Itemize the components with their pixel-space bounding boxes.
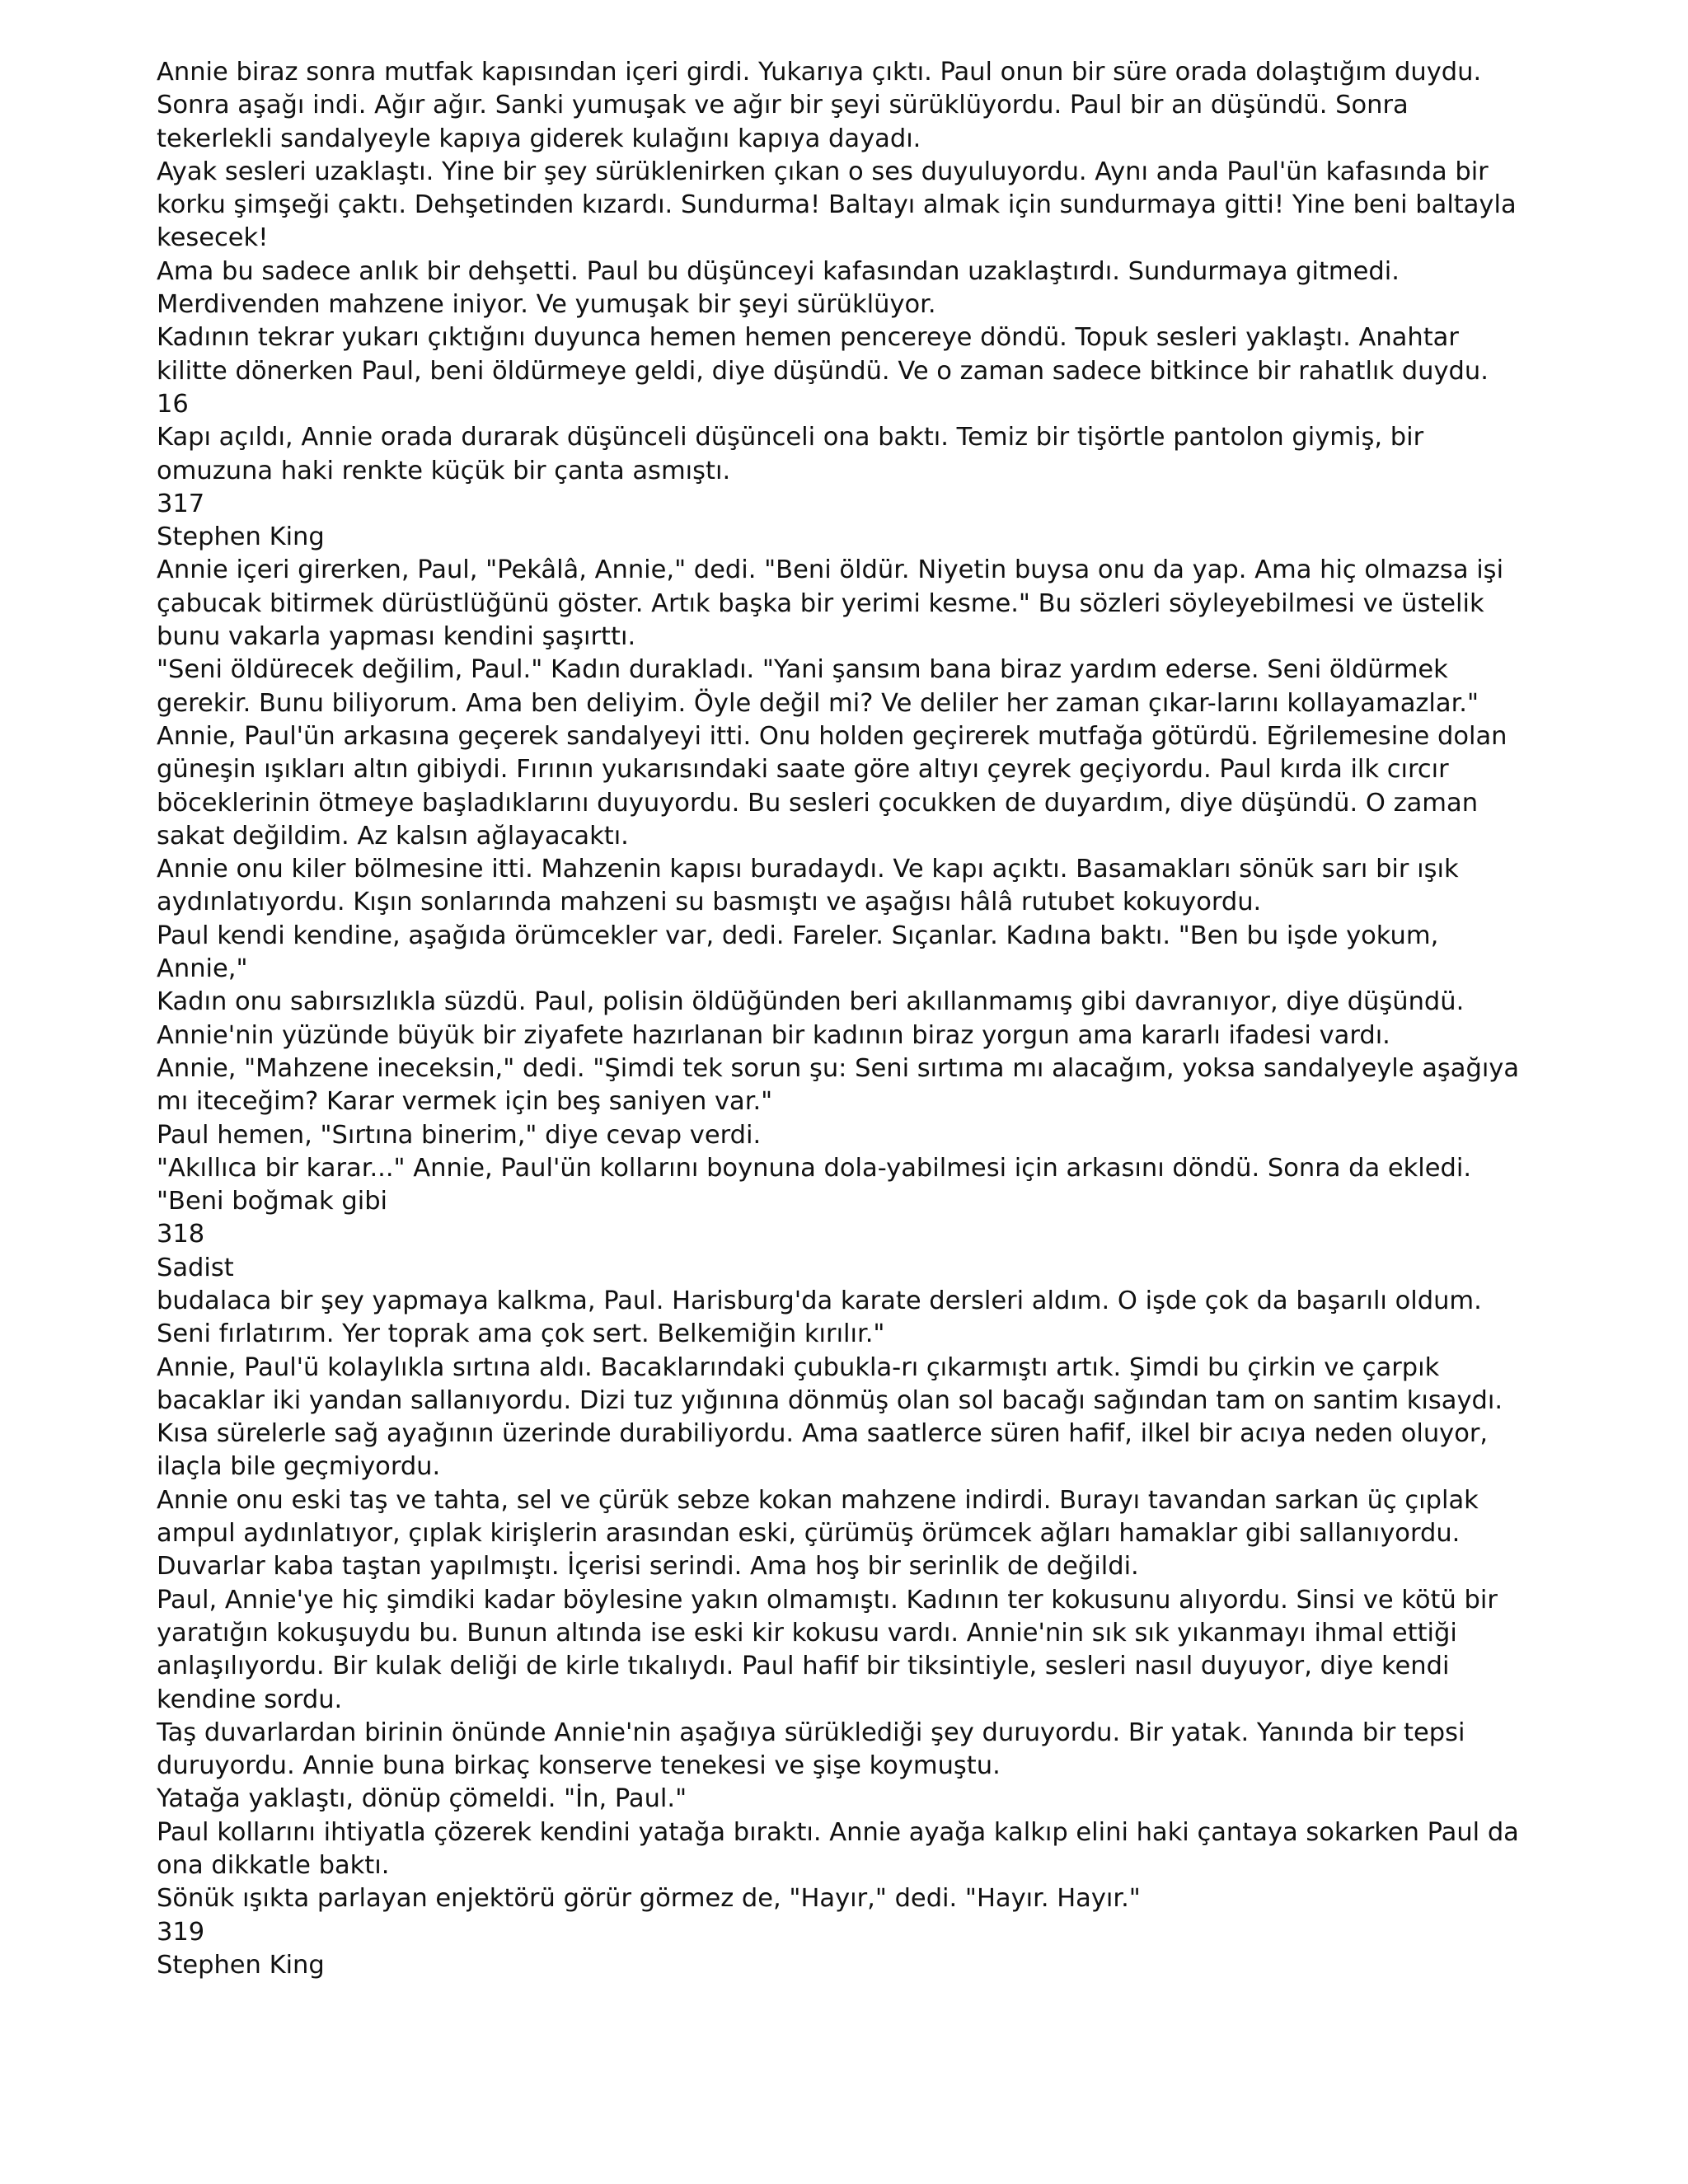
text-line: Kısa sürelerle sağ ayağının üzerinde durabiliyordu. Ama saatlerce süren hafif, ilkel bir acıya neden oluyor, (157, 1419, 1489, 1449)
text-line: Kapı açıldı, Annie orada durarak düşünceli düşünceli ona baktı. Temiz bir tişörtle pantolon giymiş, bir (157, 423, 1424, 452)
text-line: güneşin ışıkları altın gibiydi. Fırının yukarısındaki saate göre altıyı çeyrek geçiyordu. Paul kırda ilk cırcır (157, 755, 1449, 785)
text-line: mı iteceğim? Karar vermek için beş saniyen var." (157, 1087, 773, 1117)
text-line: gerekir. Bunu biliyorum. Ama ben deliyim. Öyle değil mi? Ve deliler her zaman çıkar-larını kollayamazlar." (157, 688, 1479, 718)
text-line: Sönük ışıkta parlayan enjektörü görür görmez de, "Hayır," dedi. "Hayır. Hayır." (157, 1884, 1141, 1914)
running-header: Sadist (157, 1253, 234, 1282)
text-line: Seni fırlatırım. Yer toprak ama çok sert. Belkemiğin kırılır." (157, 1319, 885, 1349)
text-line: Ayak sesleri uzaklaştı. Yine bir şey sürüklenirken çıkan o ses duyuluyordu. Aynı anda Paul'ün kafasında bir (157, 157, 1489, 186)
text-line: Kadın onu sabırsızlıkla süzdü. Paul, polisin öldüğünden beri akıllanmamış gibi davranıyor, diye düşündü. (157, 987, 1465, 1017)
text-line: korku şimşeği çaktı. Dehşetinden kızardı. Sundurma! Baltayı almak için sundurmaya gitti! Yine beni baltayla (157, 190, 1517, 220)
text-line: "Beni boğmak gibi (157, 1187, 388, 1216)
text-line: kendine sordu. (157, 1685, 343, 1714)
text-line: böceklerinin ötmeye başladıklarını duyuyordu. Bu sesleri çocukken de duyardım, diye düşündü. O zaman (157, 788, 1479, 818)
text-line: Annie, Paul'ün arkasına geçerek sandalyeyi itti. Onu holden geçirerek mutfağa götürdü. Eğrilemesine dolan (157, 721, 1507, 751)
text-line: budalaca bir şey yapmaya kalkma, Paul. Harisburg'da karate dersleri aldım. O işde çok da başarılı oldum. (157, 1286, 1482, 1315)
text-line: Kadının tekrar yukarı çıktığını duyunca hemen hemen pencereye döndü. Topuk sesleri yaklaştı. Anahtar (157, 323, 1459, 353)
text-line: Duvarlar kaba taştan yapılmıştı. İçerisi serindi. Ama hoş bir serinlik de değildi. (157, 1552, 1139, 1582)
text-line: bacaklar iki yandan sallanıyordu. Dizi tuz yığınına dönmüş olan sol bacağı sağından tam on santim kısaydı. (157, 1385, 1503, 1415)
text-line: aydınlatıyordu. Kışın sonlarında mahzeni su basmıştı ve aşağısı hâlâ rutubet kokuyordu. (157, 888, 1262, 917)
text-line: duruyordu. Annie buna birkaç konserve tenekesi ve şişe koymuştu. (157, 1751, 1001, 1781)
text-line: omuzuna haki renkte küçük bir çanta asmıştı. (157, 456, 731, 485)
text-line: Paul hemen, "Sırtına binerim," diye cevap verdi. (157, 1120, 762, 1150)
text-line: bunu vakarla yapması kendini şaşırttı. (157, 622, 636, 652)
chapter-number: 16 (157, 389, 189, 419)
text-line: 319 (157, 1917, 205, 1947)
text-line: "Akıllıca bir karar..." Annie, Paul'ün kollarını boynuna dola-yabilmesi için arkasını döndü. Sonra da ekledi. (157, 1153, 1472, 1183)
running-header: Stephen King (157, 523, 325, 552)
text-line: sakat değildim. Az kalsın ağlayacaktı. (157, 821, 629, 851)
text-line: Taş duvarlardan birinin önünde Annie'nin aşağıya sürüklediği şey duruyordu. Bir yatak. Yanında bir tepsi (157, 1718, 1465, 1747)
page-number: 317 (157, 489, 205, 518)
text-line: Yatağa yaklaştı, dönüp çömeldi. "İn, Paul." (157, 1784, 687, 1814)
text-line: tekerlekli sandalyeyle kapıya giderek kulağını kapıya dayadı. (157, 124, 921, 153)
text-line: ampul aydınlatıyor, çıplak kirişlerin arasından eski, çürümüş örümcek ağları hamaklar gibi sallanıyordu. (157, 1519, 1461, 1549)
text-line: ona dikkatle baktı. (157, 1851, 390, 1881)
text-line: çabucak bitirmek dürüstlüğünü göster. Artık başka bir yerimi kesme." Bu sözleri söyleyebilmesi ve üstelik (157, 588, 1484, 618)
text-line: Paul kollarını ihtiyatla çözerek kendini yatağa bıraktı. Annie ayağa kalkıp elini haki çantaya sokarken Paul da (157, 1817, 1519, 1847)
text-line: Paul kendi kendine, aşağıda örümcekler var, dedi. Fareler. Sıçanlar. Kadına baktı. "Ben bu işde yokum, (157, 921, 1439, 950)
text-line: Ama bu sadece anlık bir dehşetti. Paul bu düşünceyi kafasından uzaklaştırdı. Sundurmaya gitmedi. (157, 256, 1400, 286)
page-number: Stephen King (157, 1950, 325, 1980)
text-line: kesecek! (157, 223, 269, 253)
text-line: Annie, Paul'ü kolaylıkla sırtına aldı. Bacaklarındaki çubukla-rı çıkarmıştı artık. Şimdi bu çirkin ve çarpık (157, 1352, 1440, 1382)
text-line: Annie'nin yüzünde büyük bir ziyafete hazırlanan bir kadının biraz yorgun ama kararlı ifadesi vardı. (157, 1020, 1390, 1050)
text-line: Annie, "Mahzene ineceksin," dedi. "Şimdi tek sorun şu: Seni sırtıma mı alacağım, yoksa sandalyeyle aşağıya (157, 1053, 1520, 1083)
text-line: ilaçla bile geçmiyordu. (157, 1452, 441, 1482)
text-line: yaratığın kokuşuydu bu. Bunun altında ise eski kir kokusu vardı. Annie'nin sık sık yıkanmayı ihmal ettiği (157, 1618, 1457, 1647)
text-line: Annie," (157, 954, 248, 984)
text-line: "Seni öldürecek değilim, Paul." Kadın durakladı. "Yani şansım bana biraz yardım ederse. Seni öldürmek (157, 655, 1448, 685)
document-page (157, 56, 1520, 1982)
text-line: Sonra aşağı indi. Ağır ağır. Sanki yumuşak ve ağır bir şeyi sürüklüyordu. Paul bir an düşündü. Sonra (157, 91, 1409, 120)
text-line: Annie onu eski taş ve tahta, sel ve çürük sebze kokan mahzene indirdi. Burayı tavandan sarkan üç çıplak (157, 1485, 1479, 1515)
text-line: Annie onu kiler bölmesine itti. Mahzenin kapısı buradaydı. Ve kapı açıktı. Basamakları sönük sarı bir ışık (157, 855, 1459, 884)
text-line: kilitte dönerken Paul, beni öldürmeye geldi, diye düşündü. Ve o zaman sadece bitkince bir rahatlık duydu. (157, 356, 1489, 386)
text-line: anlaşılıyordu. Bir kulak deliği de kirle tıkalıydı. Paul hafif bir tiksintiyle, sesleri nasıl duyuyor, diye kendi (157, 1652, 1450, 1681)
text-line: Merdivenden mahzene iniyor. Ve yumuşak bir şeyi sürüklüyor. (157, 290, 936, 320)
text-line: Annie içeri girerken, Paul, "Pekâlâ, Annie," dedi. "Beni öldür. Niyetin buysa onu da yap. Ama hiç olmazsa işi (157, 555, 1504, 585)
text-line: Paul, Annie'ye hiç şimdiki kadar böylesine yakın olmamıştı. Kadının ter kokusunu alıyordu. Sinsi ve kötü bir (157, 1585, 1498, 1615)
page-number: 318 (157, 1220, 205, 1249)
text-line: Annie biraz sonra mutfak kapısından içeri girdi. Yukarıya çıktı. Paul onun bir süre orada dolaştığım duydu. (157, 58, 1482, 87)
